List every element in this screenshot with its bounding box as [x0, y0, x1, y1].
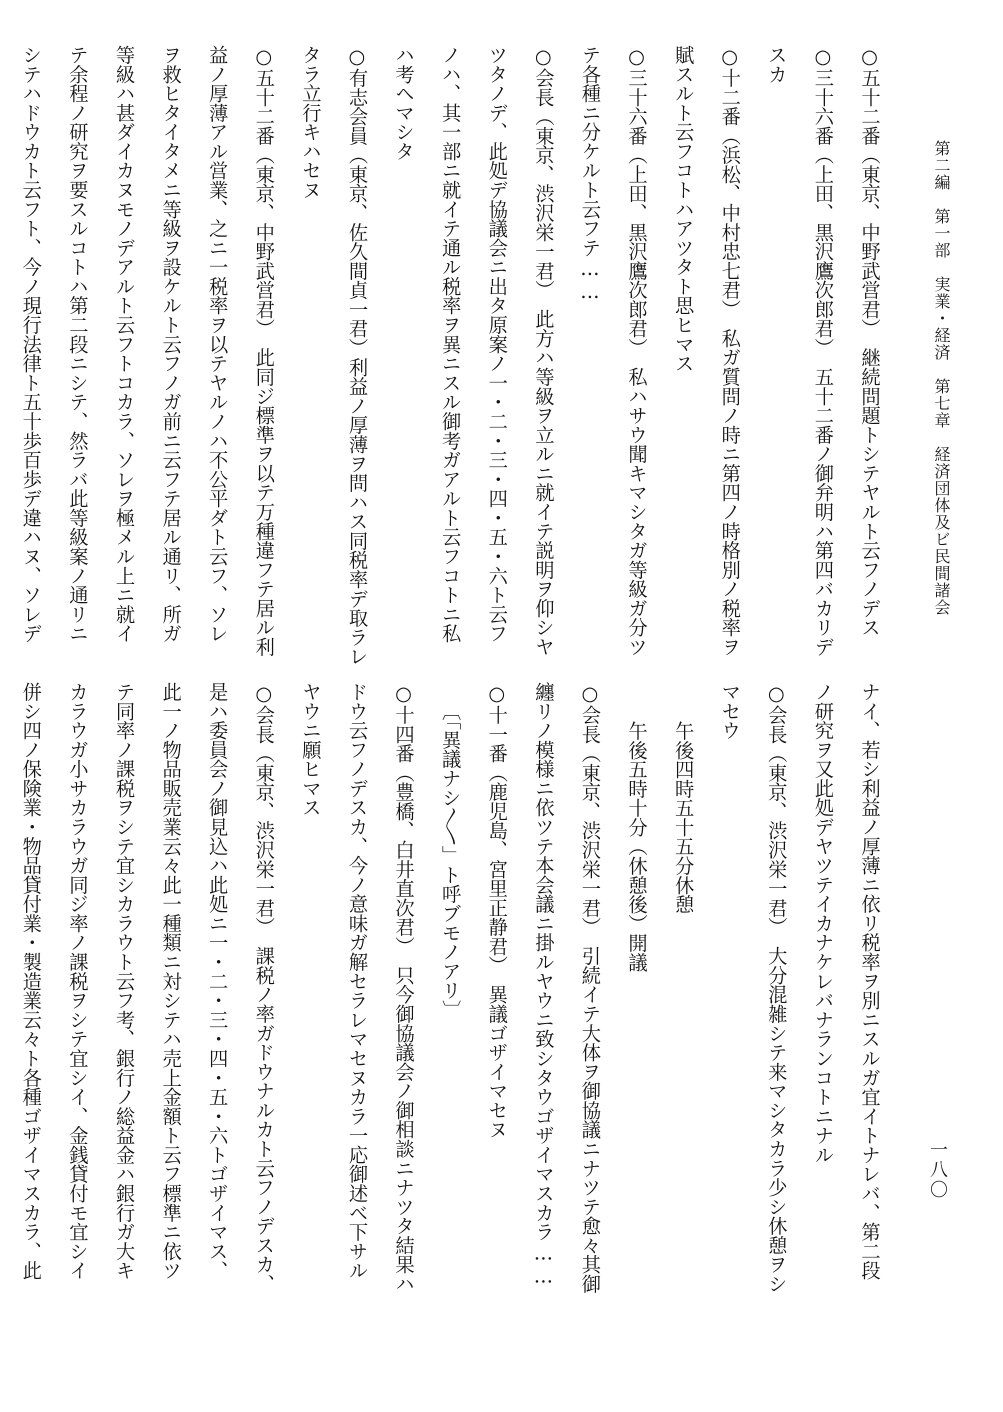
- text-column: [0, 682, 7, 1362]
- text-column: タラ立行キハセヌ: [298, 45, 322, 200]
- text-column: ○会長（東京、渋沢栄一君） 大分混雑シテ来マシタカラ少シ休憩ヲシ: [764, 682, 788, 1294]
- text-column: ツタノデ、此処デ協議会ニ出タ原案ノ一・二・三・四・五・六ト云フ: [485, 45, 509, 643]
- text-column: 併シ四ノ保険業・物品貸付業・製造業云々ト各種ゴザイマスカラ、此: [19, 682, 43, 1280]
- text-column: テ各種ニ分ケルト云フテ……: [578, 45, 602, 304]
- text-column: ○十二番（浜松、中村忠七君） 私ガ質問ノ時ニ第四ノ時格別ノ税率ヲ: [718, 45, 742, 657]
- lower-text-block: [19, 682, 892, 1362]
- text-column: ○十四番（豊橋、白井直次君） 只今御協議会ノ御相談ニナツタ結果ハ: [392, 682, 416, 1294]
- text-column: ○三十六番（上田、黒沢鷹次郎君） 五十二番ノ御弁明ハ第四バカリデ: [811, 45, 835, 657]
- text-column: 午後四時五十五分休憩: [671, 720, 695, 914]
- text-column: カラウガ小サカラウガ同ジ率ノ課税ヲシテ宜シイ、金銭貸付モ宜シイ: [65, 682, 89, 1280]
- text-column: 〔「異議ナシ〳〵」ト呼ブモノアリ〕: [438, 701, 462, 1020]
- text-column: 賦スルト云フコトハアツタト思ヒマス: [671, 45, 695, 373]
- text-column: 益ノ厚薄アル営業、之ニ一税率ヲ以テヤルノハ不公平ダト云フ、ソレ: [205, 45, 229, 643]
- text-column: マセウ: [718, 682, 742, 740]
- text-column: ○会長（東京、渋沢栄一君） 此方ハ等級ヲ立ルニ就イテ説明ヲ仰シヤ: [531, 45, 555, 657]
- text-column: ナイ、若シ利益ノ厚薄ニ依リ税率ヲ別ニスルガ宜イトナレバ、第二段: [858, 682, 881, 1280]
- text-column: ○会長（東京、渋沢栄一君） 課税ノ率ガドウナルカト云フノデスカ、: [252, 682, 276, 1294]
- text-column: テ余程ノ研究ヲ要スルコトハ第二段ニシテ、然ラバ此等級案ノ通リニ: [65, 45, 89, 643]
- text-column: 此一ノ物品販売業云々此一種類ニ対シテハ売上金額ト云フ標準ニ依ツ: [159, 682, 183, 1280]
- text-column: ○十一番（鹿児島、宮里正静君） 異議ゴザイマセヌ: [485, 682, 509, 1140]
- text-column: ノハ、其一部ニ就イテ通ル税率ヲ異ニスル御考ガアルト云フコトニ私: [438, 45, 462, 643]
- text-column: テ同率ノ課税ヲシテ宜シカラウト云フ考、銀行ノ総益金ハ銀行ガ大キ: [112, 682, 136, 1280]
- text-column: シテハドウカト云フト、今ノ現行法律ト五十歩百歩デ違ハヌ、ソレデ: [19, 45, 43, 643]
- text-column: ノ研究ヲ又此処デヤツテイカナケレバナランコトニナル: [811, 682, 835, 1165]
- text-column: [0, 45, 7, 673]
- text-column: ○五十二番（東京、中野武営君） 継続問題トシテヤルト云フノデス: [858, 45, 881, 638]
- text-column: 等級ハ甚ダイカヌモノデアルト云フトコカラ、ソレヲ極メル上ニ就イ: [112, 45, 136, 643]
- text-column: ハ考ヘマシタ: [392, 45, 416, 161]
- text-column: ヤウニ願ヒマス: [298, 682, 322, 818]
- text-column: ヲ救ヒタイタメニ等級ヲ設ケルト云フノガ前ニ云フテ居ル通リ、所ガ: [159, 45, 183, 643]
- text-column: ○五十二番（東京、中野武営君） 此同ジ標準ヲ以テ万種違フテ居ル利: [252, 45, 276, 657]
- text-column: ドウ云フノデスカ、今ノ意味ガ解セラレマセヌカラ一応御述ベ下サル: [345, 682, 369, 1280]
- text-column: 是ハ委員会ノ御見込ハ此処ニ一・二・三・四・五・六トゴザイマス、: [205, 682, 229, 1280]
- running-header: 第二編 第一部 実業・経済 第七章 経済団体及ビ民間諸会: [932, 140, 951, 616]
- page-number: 一八〇: [927, 1140, 948, 1200]
- text-column: スカ: [764, 45, 788, 84]
- text-column: 午後五時十分（休憩後）開議: [625, 720, 649, 972]
- upper-text-block: [19, 45, 892, 673]
- text-column: 纏リノ模様ニ依ツテ本会議ニ掛ルヤウニ致シタウゴザイマスカラ……: [531, 682, 555, 1288]
- text-column: ○会長（東京、渋沢栄一君） 引続イテ大体ヲ御協議ニナツテ愈々其御: [578, 682, 602, 1294]
- text-column: ○三十六番（上田、黒沢鷹次郎君） 私ハサウ聞キマシタガ等級ガ分ツ: [625, 45, 649, 657]
- text-column: ○有志会員（東京、佐久間貞一君）利益ノ厚薄ヲ問ハス同税率デ取ラレ: [345, 45, 369, 666]
